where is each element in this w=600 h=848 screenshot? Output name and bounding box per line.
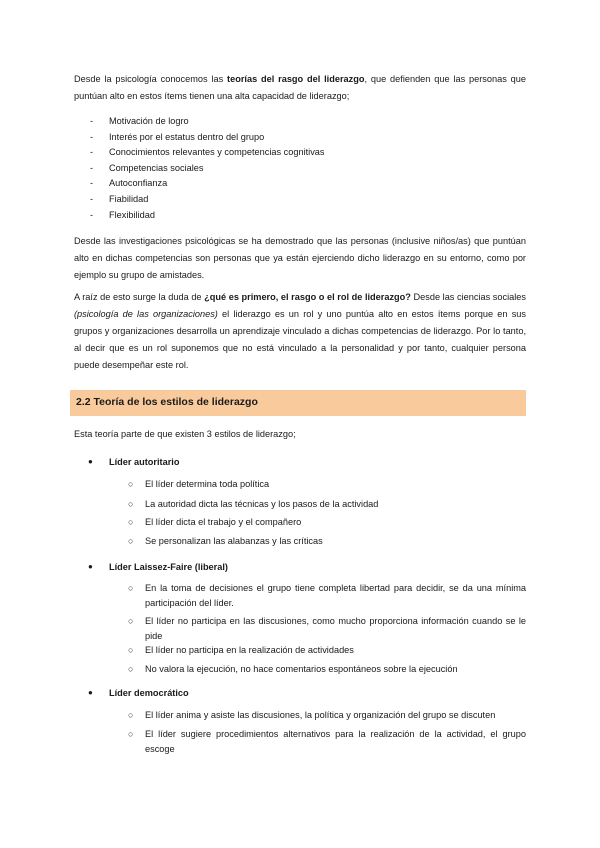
circle-marker: ○ [128, 664, 134, 674]
intro-paragraph [74, 71, 526, 105]
dash-marker: - [90, 162, 94, 173]
circle-marker: ○ [128, 710, 134, 720]
list-item-text: En la toma de decisiones el grupo tiene completa libertad para decidir, se da una mínima participación del líder. [145, 583, 526, 608]
intro-text: Desde la psicología conocemos las [74, 74, 228, 84]
list-item-text: El líder anima y asiste las discusiones, la política y organización del grupo se discuten [145, 710, 496, 720]
list-item [128, 727, 526, 757]
circle-marker: ○ [128, 499, 134, 509]
list-item-text: El líder dicta el trabajo y el compañero [145, 517, 302, 527]
list-item-text: El líder no participa en las discusiones, como mucho proporciona información cuando se le pide [145, 616, 526, 641]
circle-marker: ○ [128, 583, 134, 593]
list-item-text: Se personalizan las alabanzas y las críticas [145, 536, 323, 546]
question-text-c: el liderazgo es un rol y uno puntúa alto en estos ítems porque en sus grupos y organizaciones desarrolla un aprendizaje vinculado a dichas competencias de liderazgo. Por lo tanto, al decir que es un rol suponemos que no está vinculado a la personalidad y por tanto, cualquier persona puede desempeñar este rol. [74, 309, 526, 370]
section-intro: Esta teoría parte de que existen 3 estilos de liderazgo; [74, 429, 296, 439]
intro-bold-term: teorías del rasgo del liderazgo [227, 74, 365, 84]
style-heading [88, 560, 228, 574]
list-item-text: No valora la ejecución, no hace comentarios espontáneos sobre la ejecución [145, 664, 458, 674]
section-title: 2.2 Teoría de los estilos de liderazgo [76, 396, 258, 408]
dash-marker: - [90, 209, 94, 220]
list-item [90, 208, 325, 224]
list-item [90, 192, 325, 208]
list-item-text: Fiabilidad [109, 193, 149, 204]
list-item-text: Competencias sociales [109, 162, 204, 173]
list-item-text: El líder sugiere procedimientos alternativos para la realización de la actividad, el grupo escoge [145, 729, 526, 754]
dash-marker: - [90, 116, 94, 126]
list-item [128, 581, 526, 611]
question-bold: ¿qué es primero, el rasgo o el rol de liderazgo? [204, 292, 411, 302]
list-item-text: El líder determina toda política [145, 479, 270, 489]
dash-marker: - [90, 178, 94, 189]
list-item [128, 614, 526, 644]
list-item-text: Flexibilidad [109, 209, 155, 220]
list-item [90, 130, 325, 146]
circle-marker: ○ [128, 479, 134, 489]
list-item [128, 477, 526, 492]
list-item-text: Conocimientos relevantes y competencias cognitivas [109, 147, 325, 158]
list-item-text: El líder no participa en la realización de actividades [145, 645, 354, 655]
dash-marker: - [90, 193, 94, 204]
list-item [128, 497, 526, 512]
circle-marker: ○ [128, 616, 134, 626]
bullet-marker: ● [88, 688, 93, 697]
question-text: A raíz de esto surge la duda de [74, 292, 205, 302]
question-paragraph [74, 289, 526, 374]
traits-list [90, 114, 325, 223]
list-item [128, 662, 526, 677]
dash-marker: - [90, 147, 94, 158]
intro-text-end: , que defienden que las personas que puntúan alto en estos ítems tienen una alta capacidad de liderazgo; [74, 74, 526, 101]
list-item [90, 176, 325, 192]
list-item [90, 145, 325, 161]
style-name: Líder Laissez-Faire (liberal) [109, 562, 228, 572]
circle-marker: ○ [128, 645, 134, 655]
list-item-text: Autoconfianza [109, 178, 168, 189]
research-paragraph: Desde las investigaciones psicológicas se ha demostrado que las personas (inclusive niños/as) que puntúan alto en dichas competencias son personas que ya están ejerciendo dicho liderazgo en su entorno, como por ejemplo su grupo de amistades. [74, 236, 526, 280]
list-item [128, 708, 526, 723]
style-name: Líder autoritario [109, 457, 180, 467]
list-item [128, 534, 526, 549]
style-heading [88, 686, 189, 700]
question-text-b: Desde las ciencias sociales [410, 292, 526, 302]
style-heading [88, 455, 179, 469]
list-item-text: Interés por el estatus dentro del grupo [109, 131, 265, 142]
circle-marker: ○ [128, 536, 134, 546]
list-item-text: La autoridad dicta las técnicas y los pasos de la actividad [145, 499, 379, 509]
list-item [128, 515, 526, 530]
bullet-marker: ● [88, 457, 93, 466]
list-item-text: Motivación de logro [109, 116, 189, 126]
section-header [70, 390, 526, 416]
list-item [128, 643, 526, 658]
question-italic: (psicología de las organizaciones) [74, 309, 218, 319]
dash-marker: - [90, 131, 94, 142]
list-item [90, 114, 325, 130]
style-name: Líder democrático [109, 688, 189, 698]
list-item [90, 161, 325, 177]
bullet-marker: ● [88, 562, 93, 571]
circle-marker: ○ [128, 517, 134, 527]
circle-marker: ○ [128, 729, 134, 739]
